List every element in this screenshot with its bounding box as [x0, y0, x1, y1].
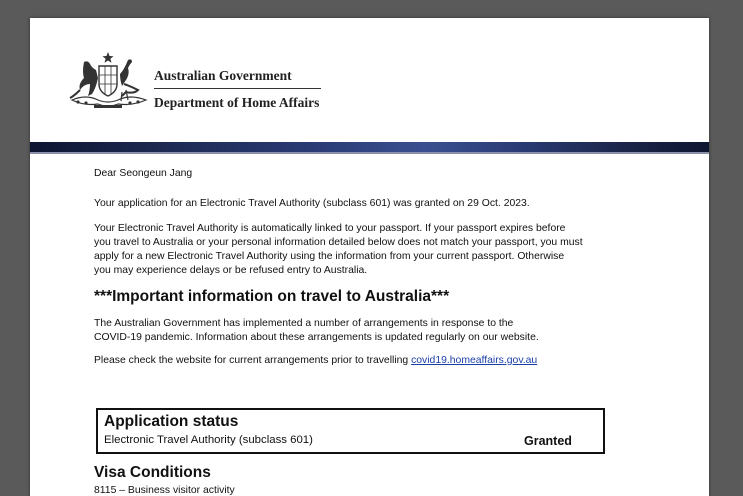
passport-paragraph-line: you may experience delays or be refused entry to Australia.: [94, 265, 368, 276]
passport-paragraph-line: apply for a new Electronic Travel Authority using the information from your current passport. Otherwise: [94, 251, 565, 262]
application-status-box: [96, 408, 605, 454]
visa-subclass: Electronic Travel Authority (subclass 601): [104, 434, 313, 446]
covid-paragraph-line: The Australian Government has implemented a number of arrangements in response to the: [94, 318, 514, 329]
header-band: [30, 142, 709, 152]
coat-of-arms-icon: [66, 50, 150, 110]
salutation: Dear Seongeun Jang: [94, 168, 193, 179]
covid-website-link[interactable]: covid19.homeaffairs.gov.au: [411, 355, 538, 366]
important-heading: ***Important information on travel to Australia***: [94, 288, 450, 305]
government-name: Australian Government: [154, 68, 292, 83]
covid-paragraph-line: COVID-19 pandemic. Information about these arrangements is updated regularly on our website.: [94, 332, 539, 343]
grant-notice: Your application for an Electronic Travel Authority (subclass 601) was granted on 29 Oct. 2023.: [94, 198, 530, 209]
passport-paragraph-line: Your Electronic Travel Authority is automatically linked to your passport. If your passport expires before: [94, 223, 566, 234]
status-title: Application status: [104, 413, 239, 430]
check-website-label: Please check the website for current arrangements prior to travelling: [94, 355, 412, 366]
header-band-edge: [30, 152, 709, 154]
department-name: Department of Home Affairs: [154, 95, 320, 110]
document-page: [30, 18, 709, 496]
visa-condition-item: 8115 – Business visitor activity: [94, 485, 235, 496]
check-website-text: [94, 354, 537, 368]
letterhead: [30, 18, 709, 142]
status-badge: Granted: [524, 434, 572, 448]
visa-conditions-title: Visa Conditions: [94, 464, 211, 481]
passport-paragraph-line: you travel to Australia or your personal information detailed below does not match your passport, you must: [94, 237, 583, 248]
letterhead-divider: [154, 88, 321, 89]
